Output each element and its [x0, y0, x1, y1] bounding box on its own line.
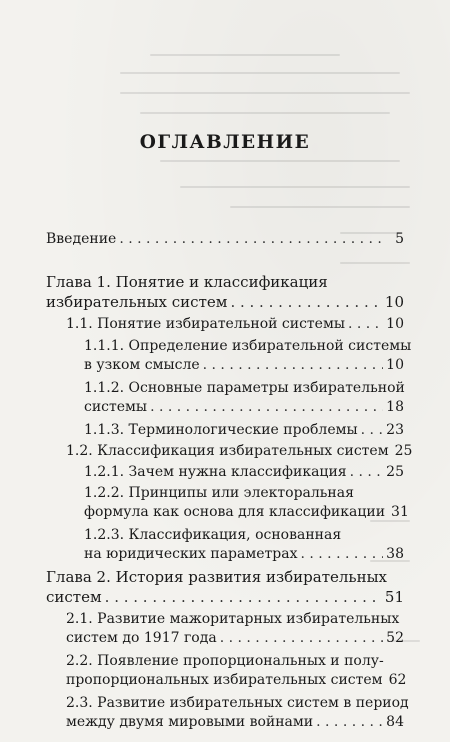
toc-page-number: 84	[386, 714, 404, 730]
toc-entry-title: 1.2.1. Зачем нужна классификация	[84, 464, 347, 480]
toc-page-number: 25	[386, 464, 404, 480]
dot-leader	[220, 629, 383, 648]
toc-entry-section-2-2[interactable]	[66, 652, 407, 690]
toc-page-number: 38	[386, 546, 404, 562]
toc-page-number: 23	[386, 422, 404, 438]
toc-entry-title-line: формула как основа для классификации	[84, 504, 386, 520]
toc-entry-title-line: 1.1.2. Основные параметры избирательной	[84, 380, 405, 396]
toc-entry-title-line: Глава 2. История развития избирательных	[46, 568, 387, 586]
toc-entry-section-1-2-1[interactable]	[84, 463, 404, 482]
toc-page-number: 25	[394, 443, 413, 459]
toc-entry-title-line: избирательных систем	[46, 293, 228, 311]
toc-page-number: 10	[384, 293, 404, 311]
dot-leader	[300, 545, 383, 564]
toc-entry-section-2-1[interactable]	[66, 610, 404, 648]
toc-page-number: 52	[386, 630, 404, 646]
toc-entry-section-1-2-3[interactable]	[84, 526, 404, 564]
toc-page-number: 18	[386, 399, 404, 415]
dot-leader	[361, 421, 384, 440]
toc-entry-section-1-1-1[interactable]	[84, 337, 412, 375]
dot-leader	[105, 587, 382, 607]
toc-entry-introduction[interactable]	[46, 230, 404, 249]
toc-entry-section-2-3[interactable]	[66, 694, 409, 732]
dot-leader	[348, 315, 383, 334]
toc-entry-title: 1.1.3. Терминологические проблемы	[84, 422, 358, 438]
toc-entry-section-1-2-2[interactable]	[84, 484, 409, 522]
dot-leader	[119, 230, 387, 249]
dot-leader	[230, 292, 381, 312]
toc-entry-title-line: в узком смысле	[84, 357, 200, 373]
toc-entry-title-line: 2.3. Развитие избирательных систем в период	[66, 695, 409, 711]
dot-leader	[203, 356, 384, 375]
toc-page-number: 10	[386, 357, 404, 373]
toc-page-number: 10	[386, 316, 404, 332]
toc-entry-title: Введение	[46, 231, 117, 247]
toc-entry-title-line: 1.2.2. Принципы или электоральная	[84, 485, 354, 501]
toc-page-number: 5	[395, 231, 404, 247]
toc-entry-title-line: систем до 1917 года	[66, 630, 217, 646]
toc-entry-title: 1.2. Классификация избирательных систем	[66, 443, 389, 459]
toc-entry-title-line: 1.2.3. Классификация, основанная	[84, 527, 342, 543]
page-title: ОГЛАВЛЕНИЕ	[139, 132, 311, 153]
toc-entry-chapter-2[interactable]	[46, 567, 404, 607]
toc-entry-section-1-1[interactable]	[66, 315, 404, 334]
toc-page-number: 31	[391, 504, 409, 520]
toc-entry-title-line: 1.1.1. Определение избирательной системы	[84, 338, 412, 354]
toc-entry-section-1-1-2[interactable]	[84, 379, 404, 417]
dot-leader	[316, 713, 383, 732]
toc-entry-title: 1.1. Понятие избирательной системы	[66, 316, 345, 332]
toc-entry-title-line: пропорциональных избирательных систем	[66, 672, 383, 688]
toc-entry-title-line: 2.2. Появление пропорциональных и полу-	[66, 653, 384, 669]
toc-entry-title-line: 2.1. Развитие мажоритарных избирательных	[66, 611, 400, 627]
toc-entry-section-1-1-3[interactable]	[84, 421, 404, 440]
toc-page-number: 51	[384, 588, 404, 606]
toc-entry-title-line: Глава 1. Понятие и классификация	[46, 273, 328, 291]
dot-leader	[350, 463, 384, 482]
toc-entry-title-line: на юридических параметрах	[84, 546, 298, 562]
dot-leader	[150, 398, 383, 417]
toc-entry-section-1-2[interactable]	[66, 442, 413, 461]
toc-page-number: 62	[388, 672, 407, 688]
toc-entry-title-line: систем	[46, 588, 102, 606]
toc-entry-title-line: между двумя мировыми войнами	[66, 714, 314, 730]
toc-entry-chapter-1[interactable]	[46, 272, 404, 312]
toc-entry-title-line: системы	[84, 399, 148, 415]
